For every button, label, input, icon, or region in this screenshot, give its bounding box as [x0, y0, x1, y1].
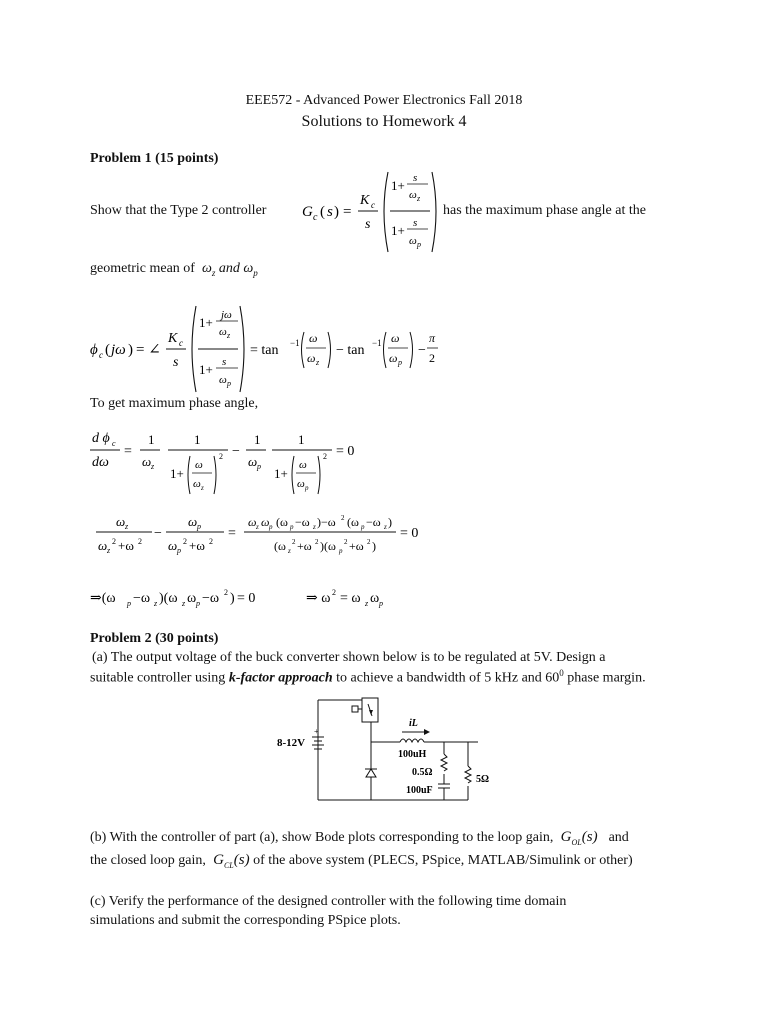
svg-text:z: z — [316, 358, 320, 367]
svg-text:): ) — [388, 515, 392, 529]
gcl-symbol: $G_{CL}(s)$ — [209, 852, 250, 870]
part-b-text-post: and — [608, 830, 629, 845]
svg-text:1+: 1+ — [391, 178, 405, 193]
k-factor-approach: k-factor approach — [228, 670, 333, 686]
svg-text:ω: ω — [219, 374, 227, 386]
svg-text:= 0: = 0 — [237, 591, 256, 606]
course-line: EEE572 - Advanced Power Electronics Fall 2018 — [245, 93, 523, 108]
svg-text:ω: ω — [248, 454, 258, 469]
svg-text:p: p — [290, 523, 294, 531]
svg-text:ω: ω — [299, 459, 307, 471]
svg-text:)(ω: )(ω — [320, 539, 336, 553]
svg-text:+ω: +ω — [349, 539, 364, 553]
svg-text:ω: ω — [188, 514, 198, 529]
svg-text:1+: 1+ — [170, 466, 184, 481]
svg-text:p: p — [197, 522, 201, 531]
degree-sup: 0 — [559, 668, 564, 678]
cap-label: 100uF — [406, 785, 433, 796]
svg-text:z: z — [288, 547, 291, 555]
svg-text:−: − — [154, 526, 162, 541]
svg-text:= tan: = tan — [250, 343, 279, 358]
svg-text:ω: ω — [309, 331, 318, 345]
svg-text:2: 2 — [292, 538, 296, 546]
svg-text:2: 2 — [315, 538, 319, 546]
svg-text:2: 2 — [224, 588, 228, 597]
svg-text:⇒(ω: ⇒(ω — [90, 591, 116, 606]
svg-text:p: p — [127, 599, 131, 608]
svg-text:2: 2 — [112, 537, 116, 546]
svg-text:2: 2 — [429, 351, 435, 365]
equation-derivative — [90, 426, 370, 511]
svg-text:s: s — [413, 217, 418, 229]
part-b-text-pre: (b) With the controller of part (a), show Bode plots corresponding to the loop gain, — [90, 830, 554, 845]
svg-text:2: 2 — [341, 514, 345, 522]
problem2-part-c-line1: (c) Verify the performance of the designed controller with the following time domain — [90, 894, 567, 909]
svg-text:1: 1 — [148, 432, 155, 447]
part-b-line2-pre: the closed loop gain, — [90, 853, 206, 868]
svg-text:⇒ ω: ⇒ ω — [306, 591, 331, 606]
svg-text:π: π — [429, 331, 436, 345]
svg-text:K: K — [360, 193, 370, 208]
svg-text:ϕ: ϕ — [90, 342, 98, 358]
svg-text:z: z — [182, 599, 186, 608]
svg-text:+ω: +ω — [118, 538, 134, 553]
svg-text:z: z — [227, 331, 231, 340]
svg-text:(ω: (ω — [347, 515, 359, 529]
svg-text:p: p — [196, 599, 200, 608]
svg-text:p: p — [269, 523, 273, 531]
buck-converter-circuit — [268, 690, 508, 815]
equation-phase — [88, 302, 438, 399]
svg-text:(: ( — [320, 204, 325, 220]
svg-text:ω: ω — [193, 478, 201, 490]
svg-text:+: + — [314, 727, 319, 736]
svg-text:z: z — [384, 523, 387, 531]
svg-text:2: 2 — [219, 452, 223, 461]
svg-text:c: c — [112, 439, 116, 448]
geometric-mean-text: geometric mean of — [90, 261, 195, 276]
svg-text:=: = — [228, 526, 236, 541]
equation-implication — [90, 585, 410, 616]
svg-text:p: p — [305, 484, 309, 492]
part-a-text-pre: suitable controller using — [90, 670, 229, 686]
svg-text:− tan: − tan — [336, 343, 365, 358]
svg-text:+ω: +ω — [297, 539, 312, 553]
svg-text:(ω: (ω — [274, 539, 286, 553]
svg-text:−ω: −ω — [202, 591, 220, 606]
problem2-part-a-line2 — [90, 668, 646, 687]
svg-text:−: − — [418, 343, 426, 358]
svg-text:2: 2 — [367, 538, 371, 546]
svg-text:p: p — [361, 523, 365, 531]
svg-text:2: 2 — [183, 537, 187, 546]
svg-text:ω: ω — [116, 514, 126, 529]
svg-text:s: s — [327, 204, 333, 220]
svg-text:z: z — [256, 523, 259, 531]
svg-text:−1: −1 — [290, 338, 300, 348]
svg-text:ω: ω — [370, 591, 380, 606]
svg-text:s: s — [365, 217, 371, 232]
svg-text:−ω: −ω — [366, 515, 381, 529]
svg-text:dω: dω — [92, 455, 109, 470]
to-get-max-phase: To get maximum phase angle, — [90, 396, 259, 411]
svg-text:ω: ω — [187, 591, 197, 606]
svg-text:p: p — [227, 379, 231, 388]
svg-text:−: − — [232, 444, 240, 459]
part-b-line2-post: of the above system (PLECS, PSpice, MATLAB/Simulink or other) — [253, 853, 633, 868]
svg-text:p: p — [257, 462, 261, 471]
svg-text:z: z — [365, 599, 369, 608]
svg-text:(: ( — [105, 342, 110, 358]
equation-gc — [300, 168, 440, 263]
svg-text:=: = — [343, 204, 352, 220]
svg-text:ω: ω — [391, 331, 400, 345]
svg-text:c: c — [371, 200, 375, 210]
svg-text:K: K — [168, 331, 178, 346]
svg-text:ω: ω — [409, 189, 417, 201]
svg-text:ω: ω — [389, 351, 398, 365]
svg-text:z: z — [125, 522, 129, 531]
problem2-part-c-line2: simulations and submit the corresponding PSpice plots. — [90, 913, 401, 928]
current-label: iL — [409, 718, 418, 729]
svg-text:2: 2 — [138, 537, 142, 546]
svg-text:p: p — [398, 358, 402, 367]
svg-text:c: c — [179, 338, 183, 348]
svg-text:z: z — [107, 546, 111, 555]
load-label: 5Ω — [476, 774, 490, 785]
svg-text:): ) — [372, 539, 376, 553]
svg-text:z: z — [417, 194, 421, 203]
svg-text:ω: ω — [297, 478, 305, 490]
omega-z-and-omega-p: $\omega_z$ and $\omega_p$ — [198, 261, 258, 278]
svg-text:ω: ω — [261, 515, 270, 529]
svg-text:ω: ω — [409, 235, 417, 247]
svg-text:ω: ω — [142, 454, 152, 469]
svg-text:2: 2 — [344, 538, 348, 546]
problem1-statement-suffix: has the maximum phase angle at the — [443, 203, 646, 218]
svg-text:2: 2 — [332, 588, 336, 597]
problem2-heading: Problem 2 (30 points) — [90, 631, 219, 646]
svg-text:−ω: −ω — [295, 515, 310, 529]
svg-text:1+: 1+ — [391, 223, 405, 238]
svg-text:c: c — [313, 212, 318, 223]
svg-text:p: p — [177, 546, 181, 555]
svg-text:= ω: = ω — [340, 591, 361, 606]
document-title: Solutions to Homework 4 — [301, 113, 467, 130]
svg-text:1+: 1+ — [199, 362, 213, 377]
svg-text:jω: jω — [221, 309, 232, 321]
part-a-text-post: to achieve a bandwidth of 5 kHz and 60 — [332, 670, 560, 686]
svg-text:z: z — [313, 523, 316, 531]
svg-text:s: s — [222, 356, 227, 368]
problem1-statement-line2 — [90, 261, 258, 278]
svg-text:)−ω: )−ω — [317, 515, 336, 529]
svg-text:=: = — [124, 444, 132, 459]
svg-text:+ω: +ω — [189, 538, 205, 553]
svg-text:ω: ω — [307, 351, 316, 365]
svg-text:G: G — [302, 204, 313, 220]
svg-text:2: 2 — [323, 452, 327, 461]
problem2-part-b-line1 — [90, 829, 629, 847]
svg-text:= ∠: = ∠ — [136, 342, 161, 358]
svg-text:ω: ω — [219, 326, 227, 338]
svg-text:1: 1 — [254, 432, 261, 447]
part-a-text-end: phase margin. — [563, 670, 646, 686]
svg-text:1: 1 — [298, 432, 305, 447]
svg-text:p: p — [339, 547, 343, 555]
svg-text:= 0: = 0 — [336, 444, 355, 459]
problem1-statement-prefix: Show that the Type 2 controller — [90, 203, 267, 218]
svg-text:)(ω: )(ω — [159, 591, 178, 606]
svg-text:= 0: = 0 — [400, 526, 419, 541]
svg-text:c: c — [99, 350, 103, 360]
inductor-label: 100uH — [398, 749, 427, 760]
svg-text:d ϕ: d ϕ — [92, 431, 110, 446]
svg-text:z: z — [201, 484, 204, 492]
svg-text:jω: jω — [111, 342, 126, 358]
svg-text:−1: −1 — [372, 338, 382, 348]
svg-text:ω: ω — [195, 459, 203, 471]
svg-text:z: z — [154, 599, 158, 608]
svg-text:1: 1 — [194, 432, 201, 447]
svg-text:ω: ω — [98, 538, 108, 553]
svg-text:): ) — [128, 342, 133, 358]
problem2-part-a-line1: (a) The output voltage of the buck converter shown below is to be regulated at 5V. Design a — [92, 650, 606, 665]
svg-text:1+: 1+ — [274, 466, 288, 481]
equation-combined — [96, 510, 466, 563]
source-label: 8-12V — [277, 737, 306, 749]
svg-text:2: 2 — [209, 537, 213, 546]
svg-text:s: s — [413, 172, 418, 184]
svg-text:ω: ω — [248, 515, 257, 529]
svg-text:z: z — [151, 462, 155, 471]
problem2-part-b-line2 — [90, 852, 633, 870]
svg-text:p: p — [417, 240, 421, 249]
svg-text:p: p — [379, 599, 383, 608]
svg-text:ω: ω — [168, 538, 178, 553]
svg-text:(ω: (ω — [276, 515, 288, 529]
problem1-heading: Problem 1 (15 points) — [90, 151, 219, 166]
svg-text:): ) — [230, 591, 235, 606]
svg-text:1+: 1+ — [199, 315, 213, 330]
svg-text:−ω: −ω — [133, 591, 151, 606]
svg-text:): ) — [334, 204, 339, 220]
gol-symbol: $G_{OL}(s)$ — [556, 829, 606, 847]
svg-text:s: s — [173, 355, 179, 370]
esr-label: 0.5Ω — [412, 767, 433, 778]
